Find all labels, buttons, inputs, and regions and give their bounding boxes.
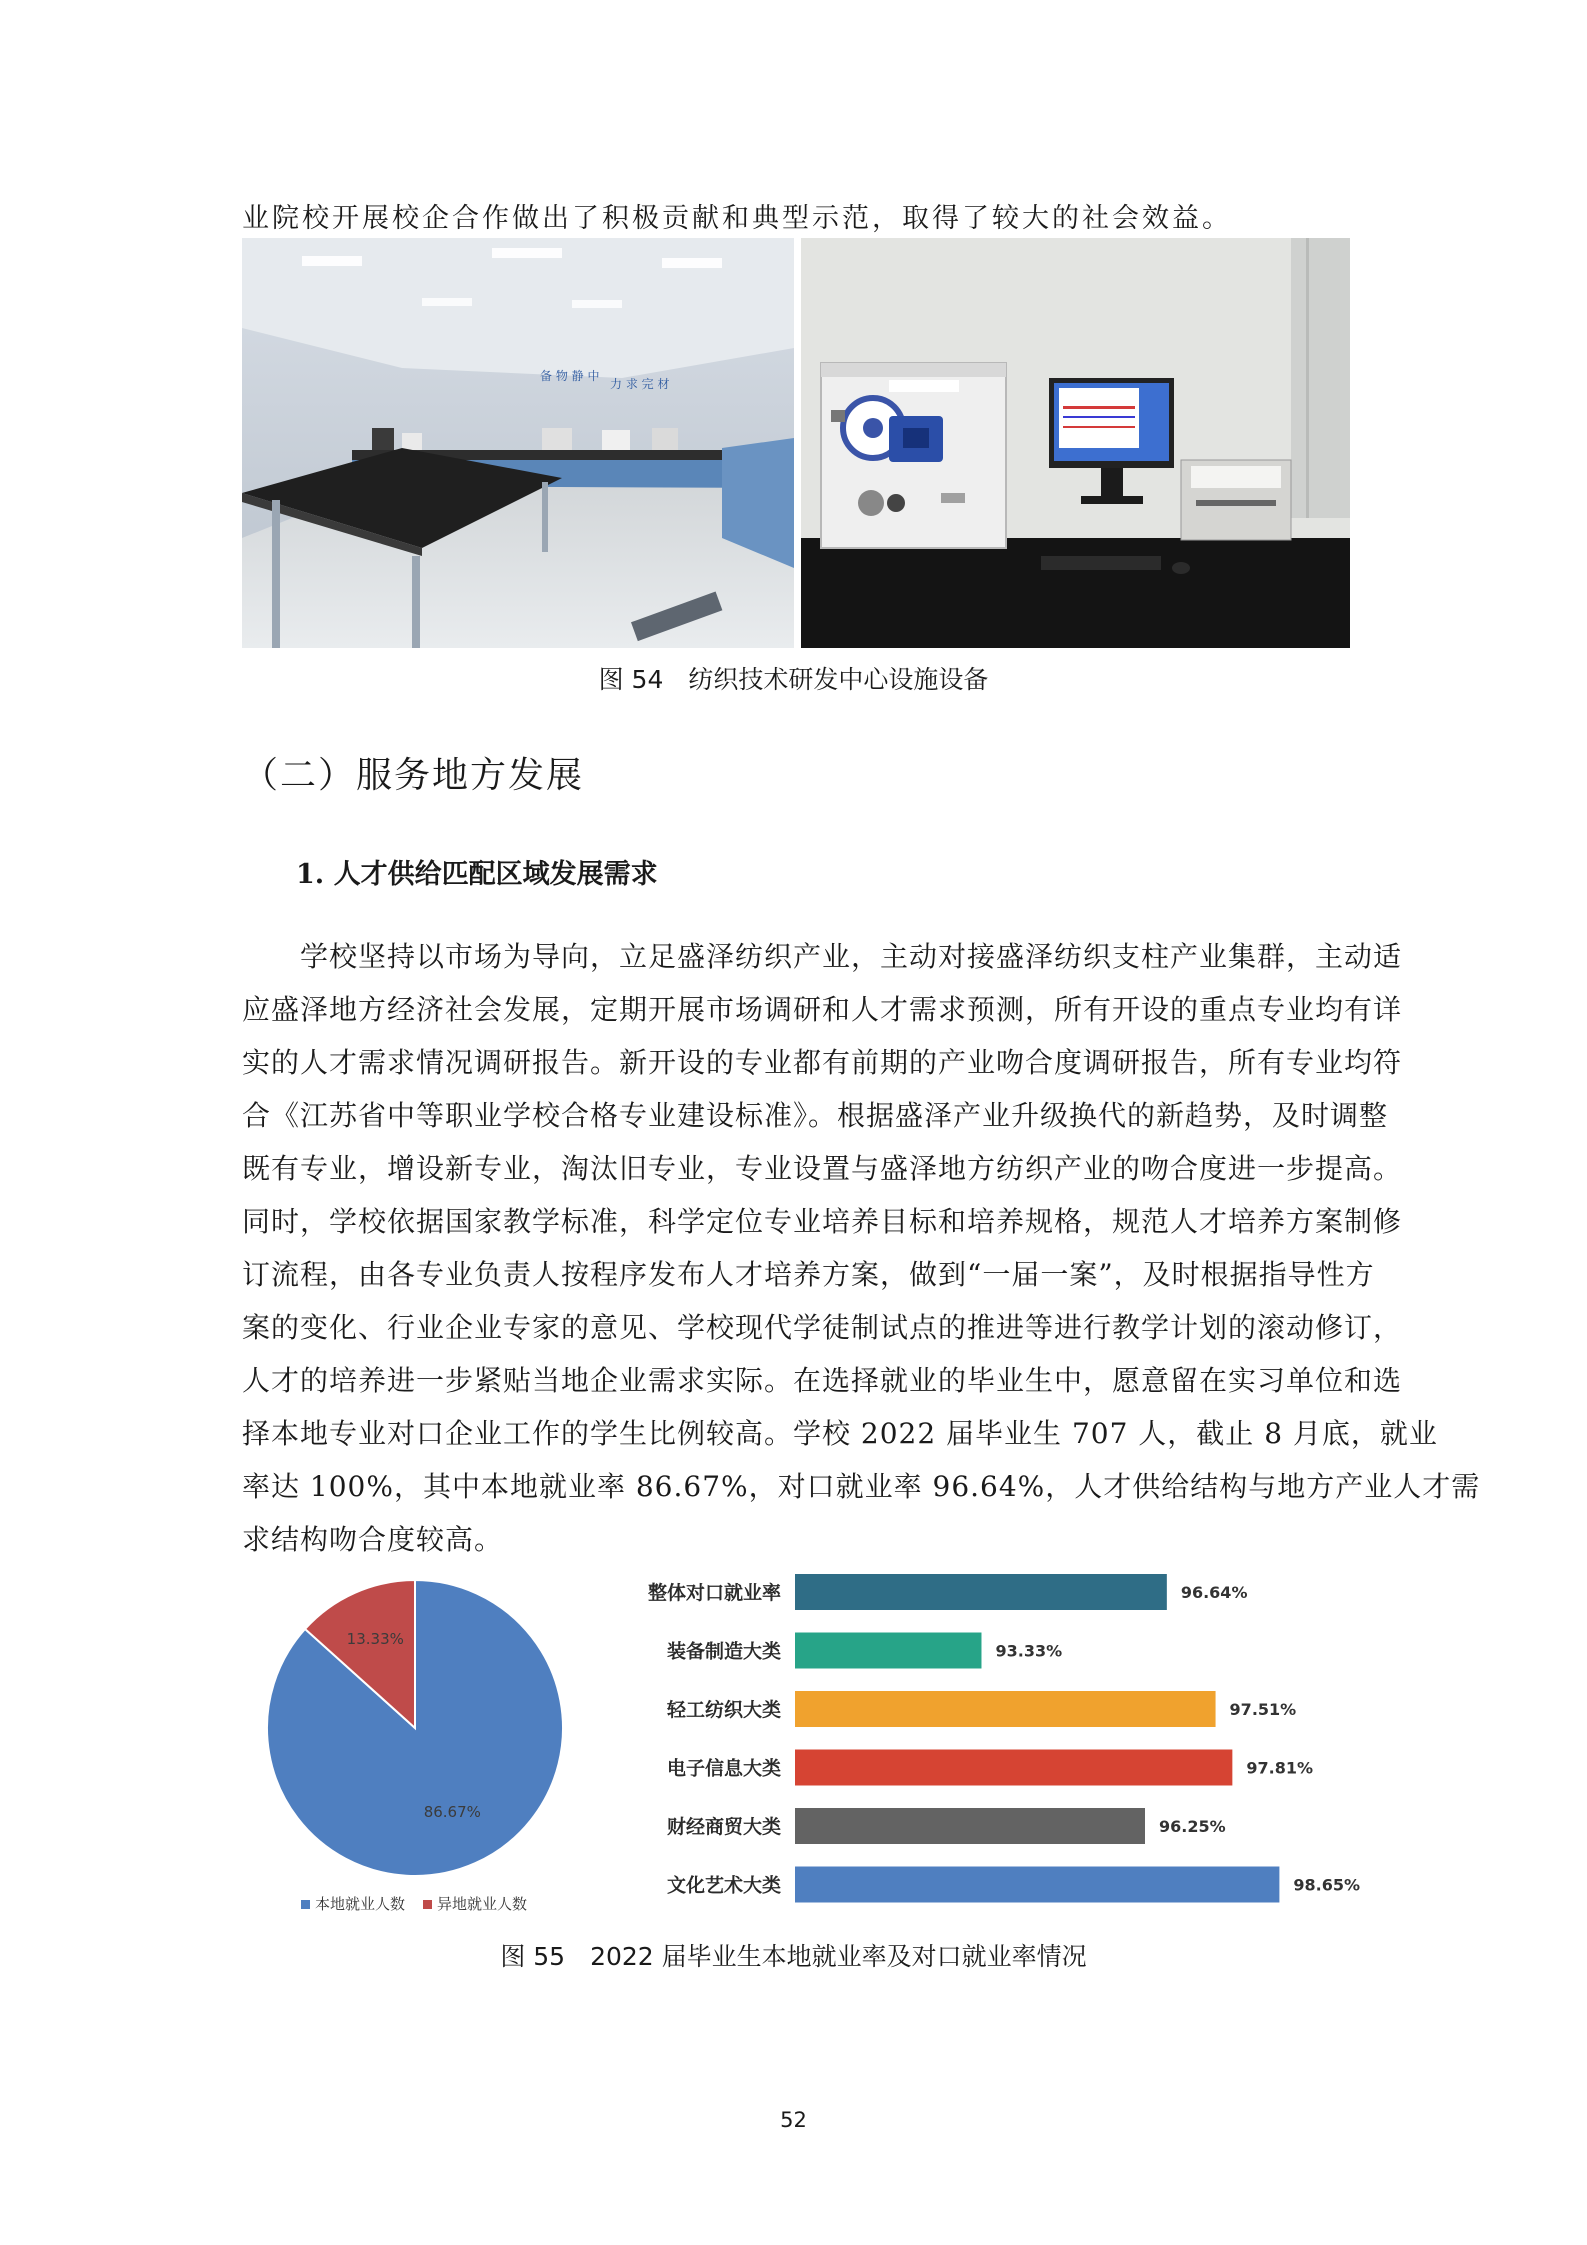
figure-54-caption: 图 54 纺织技术研发中心设施设备 — [598, 665, 989, 694]
bar-value-label: 96.25% — [1159, 1817, 1226, 1836]
bar — [795, 1867, 1279, 1903]
legend-label: 异地就业人数 — [437, 1895, 528, 1913]
paragraph-line: 案的变化、行业企业专家的意见、学校现代学徒制试点的推进等进行教学计划的滚动修订， — [242, 1311, 1403, 1344]
bar — [795, 1574, 1167, 1610]
paragraph-line: 实的人才需求情况调研报告。新开设的专业都有前期的产业吻合度调研报告，所有专业均符 — [242, 1046, 1403, 1079]
pie-slice-label: 13.33% — [346, 1629, 404, 1648]
paragraph-line: 应盛泽地方经济社会发展，定期开展市场调研和人才需求预测，所有开设的重点专业均有详 — [242, 993, 1403, 1026]
legend-label: 本地就业人数 — [315, 1895, 406, 1913]
lab-room-photo — [242, 238, 794, 648]
legend-swatch — [301, 1900, 310, 1909]
legend-swatch — [423, 1900, 432, 1909]
paragraph-line: 订流程，由各专业负责人按程序发布人才培养方案，做到“一届一案”，及时根据指导性方 — [242, 1258, 1375, 1291]
bar — [795, 1633, 981, 1669]
bar — [795, 1691, 1216, 1727]
paragraph-line: 率达 100%，其中本地就业率 86.67%，对口就业率 96.64%，人才供给结构与地方产业人才需 — [242, 1470, 1481, 1503]
wall-text-left: 备 物 静 中 — [540, 369, 600, 383]
wall-text-right: 力 求 完 材 — [610, 377, 670, 391]
bar-value-label: 96.64% — [1180, 1583, 1248, 1602]
paragraph-line: 同时，学校依据国家教学标准，科学定位专业培养目标和培养规格，规范人才培养方案制修 — [242, 1205, 1403, 1238]
bar-category-label: 财经商贸大类 — [666, 1816, 781, 1838]
matching-employment-bar-chart — [600, 1568, 1360, 1908]
paragraph-line: 既有专业，增设新专业，淘汰旧专业，专业设置与盛泽地方纺织产业的吻合度进一步提高。 — [242, 1152, 1403, 1185]
subsection-title: 1. 人才供给匹配区域发展需求 — [296, 859, 658, 890]
section-title: （二）服务地方发展 — [242, 755, 585, 796]
paragraph-line: 学校坚持以市场为导向，立足盛泽纺织产业，主动对接盛泽纺织支柱产业集群，主动适 — [242, 940, 1403, 973]
bar-value-label: 98.65% — [1293, 1875, 1360, 1895]
page-number: 52 — [780, 2108, 807, 2132]
bar-category-label: 电子信息大类 — [666, 1757, 781, 1780]
bar-category-label: 轻工纺织大类 — [666, 1699, 781, 1721]
bar-value-label: 93.33% — [995, 1641, 1063, 1661]
paragraph-line: 择本地专业对口企业工作的学生比例较高。学校 2022 届毕业生 707 人，截止 8 月底，就业 — [242, 1417, 1438, 1450]
equipment-photo — [801, 238, 1350, 648]
bar-category-label: 整体对口就业率 — [647, 1582, 781, 1604]
pie-slice-label: 86.67% — [423, 1802, 481, 1821]
bar-value-label: 97.81% — [1246, 1758, 1314, 1778]
bar-category-label: 装备制造大类 — [666, 1640, 781, 1663]
bar — [795, 1808, 1145, 1844]
bar-category-label: 文化艺术大类 — [666, 1874, 781, 1897]
paragraph-line: 合《江苏省中等职业学校合格专业建设标准》。根据盛泽产业升级换代的新趋势，及时调整 — [242, 1099, 1389, 1132]
figure-55-caption: 图 55 2022 届毕业生本地就业率及对口就业率情况 — [500, 1942, 1087, 1971]
bar-value-label: 97.51% — [1229, 1700, 1297, 1719]
paragraph-line: 人才的培养进一步紧贴当地企业需求实际。在选择就业的毕业生中，愿意留在实习单位和选 — [242, 1364, 1403, 1397]
bar — [795, 1750, 1232, 1786]
intro-line: 业院校开展校企合作做出了积极贡献和典型示范，取得了较大的社会效益。 — [242, 203, 1232, 234]
local-employment-pie-chart — [255, 1568, 585, 1928]
paragraph-line: 求结构吻合度较高。 — [242, 1523, 504, 1556]
